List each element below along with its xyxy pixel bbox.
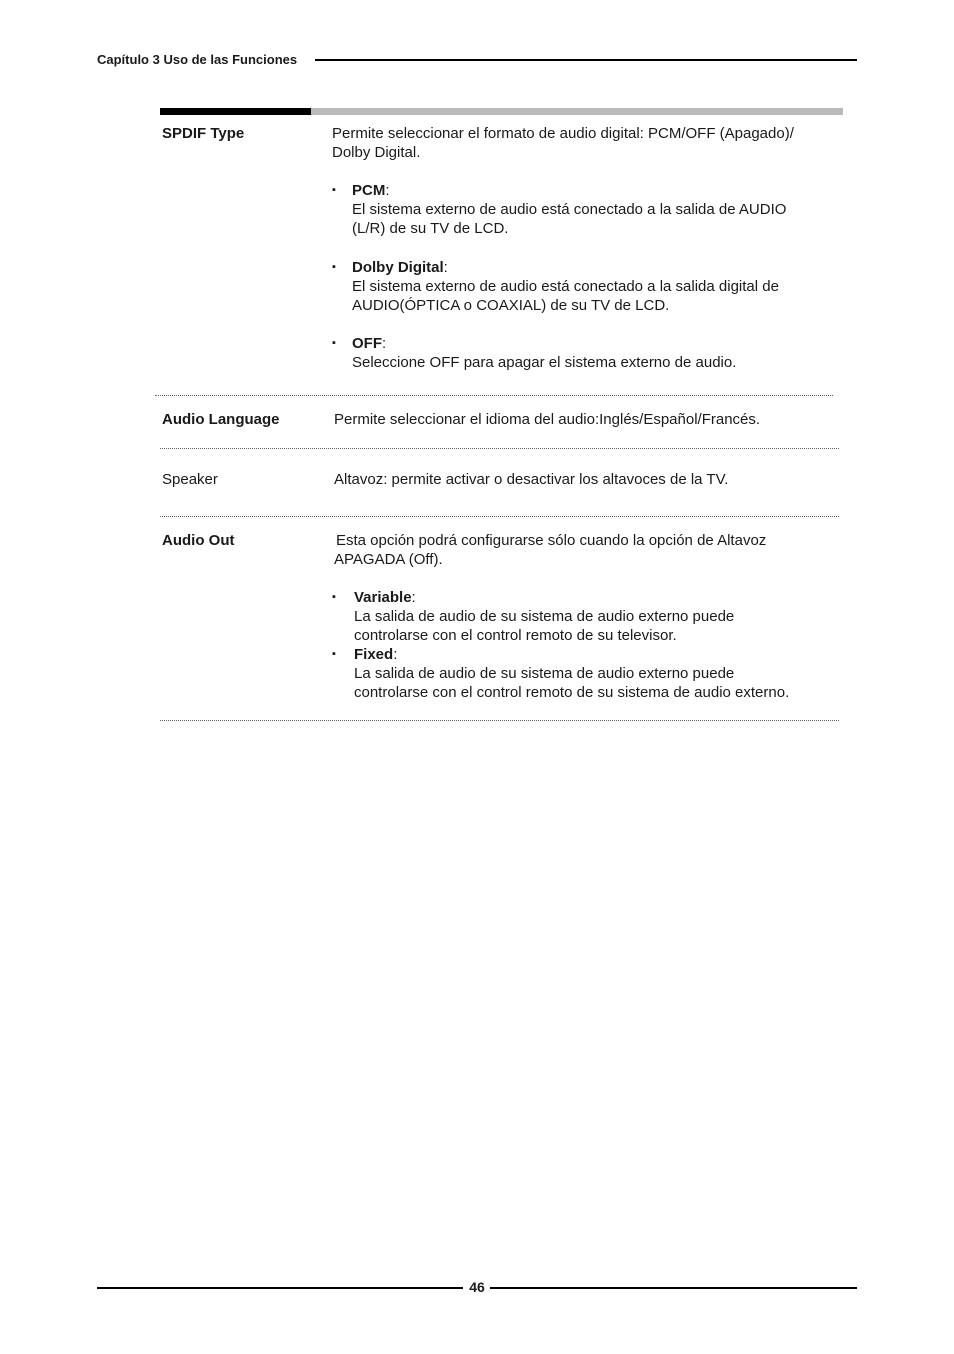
variable-colon: : [411,589,416,606]
page-number: 46 [469,1279,485,1295]
bullet-icon: ▪ [332,591,336,603]
audio-language-desc: Permite seleccionar el idioma del audio:Inglés/Español/Francés. [334,411,761,428]
dolby-desc-line2: AUDIO(ÓPTICA o COAXIAL) de su TV de LCD. [352,297,670,314]
variable-desc-line2: controlarse con el control remoto de su televisor. [354,627,677,644]
variable-option-title [354,588,416,607]
fixed-term: Fixed [354,646,394,663]
audio-out-desc-line1: Esta opción podrá configurarse sólo cuando la opción de Altavoz [336,532,767,549]
bullet-icon: ▪ [332,261,336,273]
page-header [97,52,857,68]
table-top-bar-gray [311,108,843,115]
off-desc-line1: Seleccione OFF para apagar el sistema externo de audio. [352,354,737,371]
dolby-option-title [352,258,448,277]
bullet-icon: ▪ [332,648,336,660]
spdif-type-label: SPDIF Type [162,125,245,142]
off-option-title [352,334,386,353]
pcm-desc-line1: El sistema externo de audio está conectado a la salida de AUDIO [352,201,787,218]
audio-out-desc-line2: APAGADA (Off). [334,551,443,568]
pcm-desc-line2: (L/R) de su TV de LCD. [352,220,509,237]
dolby-desc-line1: El sistema externo de audio está conectado a la salida digital de [352,278,779,295]
row-divider [155,395,833,396]
speaker-label: Speaker [162,471,218,488]
fixed-desc-line2: controlarse con el control remoto de su sistema de audio externo. [354,684,790,701]
fixed-colon: : [393,646,398,663]
header-rule [315,59,857,61]
table-top-bar-black [160,108,311,115]
bullet-icon: ▪ [332,337,336,349]
chapter-title: Capítulo 3 Uso de las Funciones [97,52,307,67]
variable-desc-line1: La salida de audio de su sistema de audio externo puede [354,608,735,625]
row-divider [160,720,839,721]
row-divider [160,516,839,517]
fixed-desc-line1: La salida de audio de su sistema de audio externo puede [354,665,735,682]
row-divider [160,448,839,449]
spdif-desc-line2: Dolby Digital. [332,144,421,161]
off-colon: : [382,335,387,352]
spdif-desc-line1: Permite seleccionar el formato de audio digital: PCM/OFF (Apagado)/ [332,125,794,142]
table-top-bar [160,108,843,115]
footer-rule-right [490,1287,857,1289]
audio-language-label: Audio Language [162,411,280,428]
off-term: OFF [352,335,382,352]
footer-rule-left [97,1287,463,1289]
pcm-term: PCM [352,182,386,199]
fixed-option-title [354,645,397,664]
pcm-colon: : [385,182,390,199]
bullet-icon: ▪ [332,184,336,196]
dolby-term: Dolby Digital [352,259,444,276]
audio-out-label: Audio Out [162,532,235,549]
dolby-colon: : [443,259,448,276]
speaker-desc: Altavoz: permite activar o desactivar los altavoces de la TV. [334,471,729,488]
pcm-option-title [352,181,390,200]
variable-term: Variable [354,589,412,606]
